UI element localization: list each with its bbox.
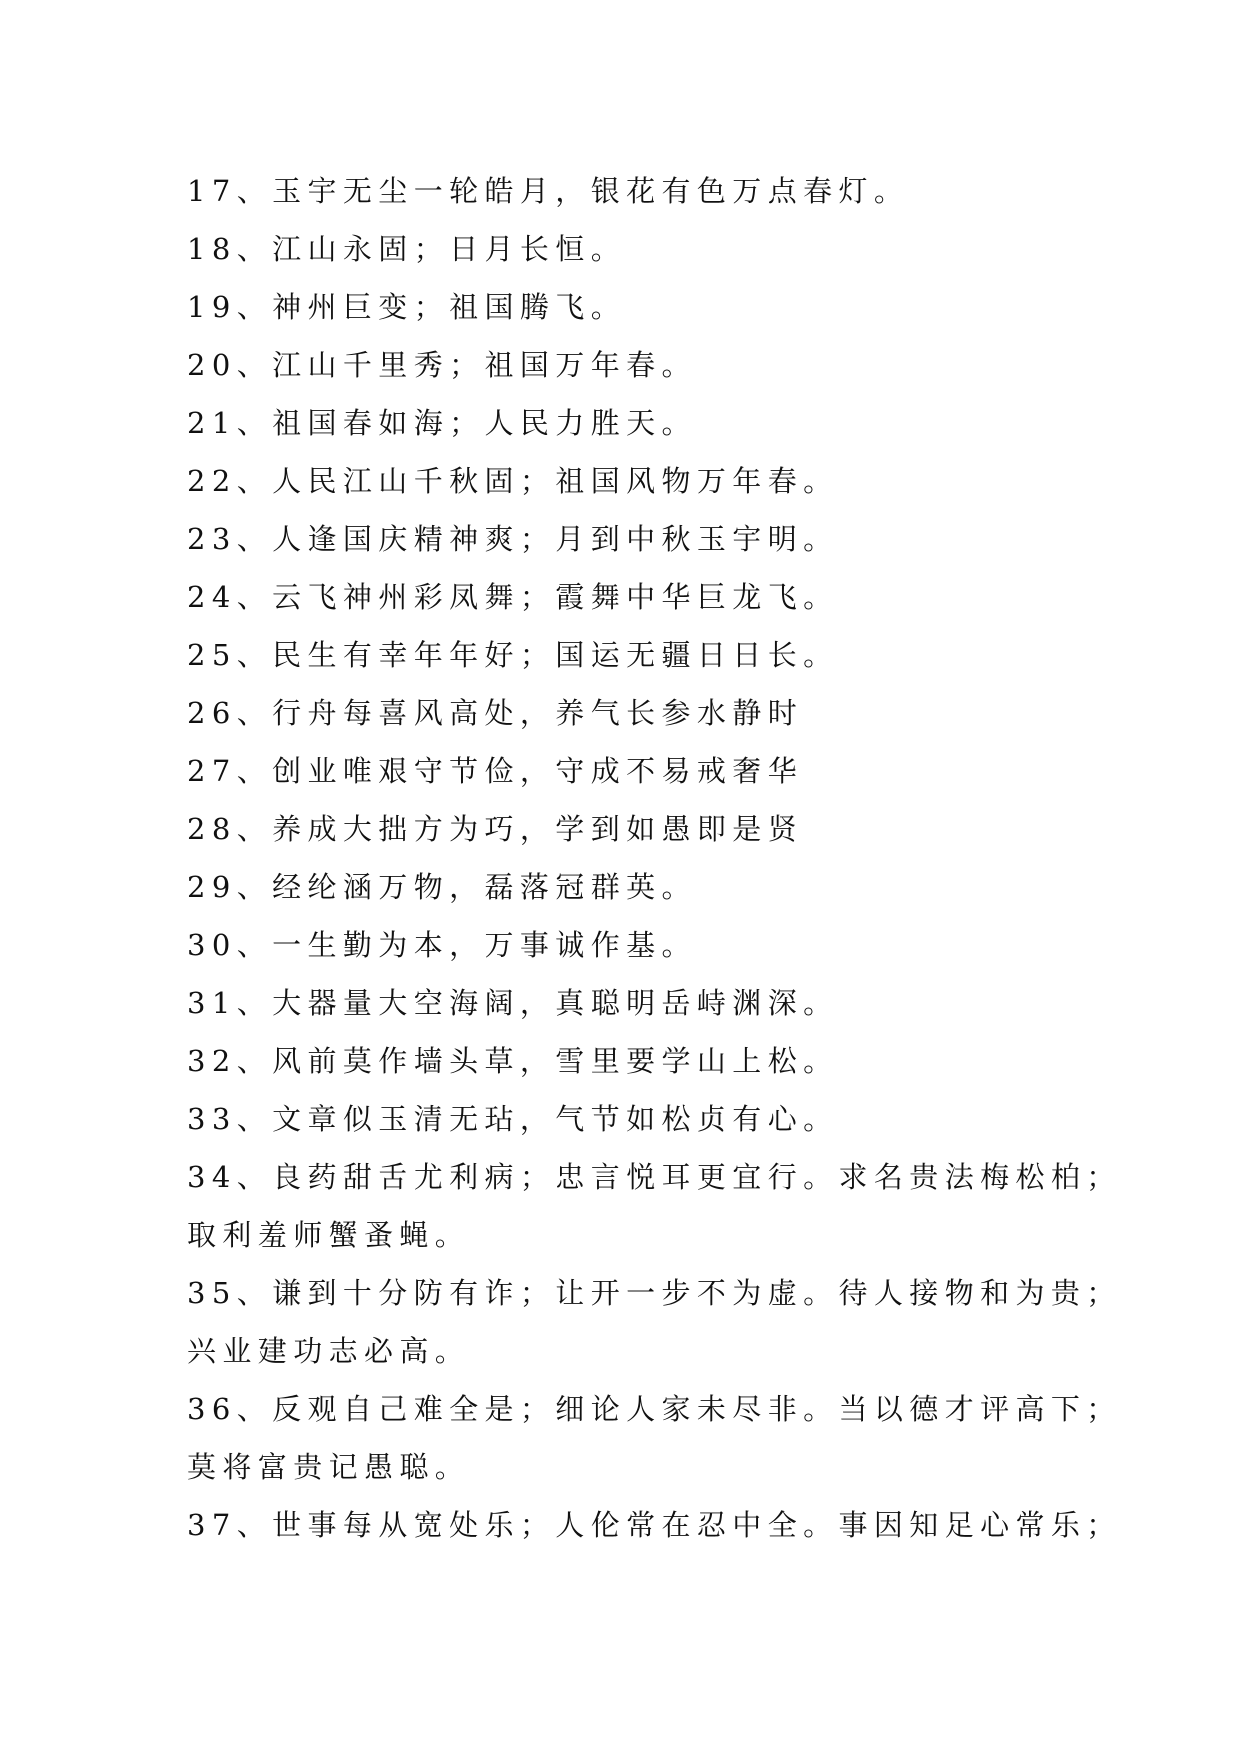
text-line: 23、人逢国庆精神爽；月到中秋玉宇明。 <box>187 522 839 556</box>
text-line: 莫将富贵记愚聪。 <box>187 1450 471 1484</box>
document-body <box>187 162 1122 1554</box>
text-line: 21、祖国春如海；人民力胜天。 <box>187 406 697 440</box>
text-line: 33、文章似玉清无玷，气节如松贞有心。 <box>187 1102 839 1136</box>
text-line: 17、玉宇无尘一轮皓月，银花有色万点春灯。 <box>187 174 910 208</box>
text-line: 32、风前莫作墙头草，雪里要学山上松。 <box>187 1044 839 1078</box>
text-line: 18、江山永固；日月长恒。 <box>187 232 627 266</box>
text-line: 36、反观自己难全是；细论人家未尽非。当以德才评高下； <box>187 1392 1122 1426</box>
text-line: 37、世事每从宽处乐；人伦常在忍中全。事因知足心常乐； <box>187 1508 1122 1542</box>
text-line: 20、江山千里秀；祖国万年春。 <box>187 348 697 382</box>
text-line: 兴业建功志必高。 <box>187 1334 471 1368</box>
text-line: 31、大器量大空海阔，真聪明岳峙渊深。 <box>187 986 839 1020</box>
text-line: 26、行舟每喜风高处，养气长参水静时 <box>187 696 804 730</box>
text-line: 24、云飞神州彩凤舞；霞舞中华巨龙飞。 <box>187 580 839 614</box>
text-line: 34、良药甜舌尤利病；忠言悦耳更宜行。求名贵法梅松柏； <box>187 1160 1122 1194</box>
text-line: 19、神州巨变；祖国腾飞。 <box>187 290 627 324</box>
text-line: 22、人民江山千秋固；祖国风物万年春。 <box>187 464 839 498</box>
text-line: 30、一生勤为本，万事诚作基。 <box>187 928 697 962</box>
text-line: 28、养成大拙方为巧，学到如愚即是贤 <box>187 812 804 846</box>
text-line: 取利羞师蟹蚤蝇。 <box>187 1218 471 1252</box>
text-line: 25、民生有幸年年好；国运无疆日日长。 <box>187 638 839 672</box>
text-line: 27、创业唯艰守节俭，守成不易戒奢华 <box>187 754 804 788</box>
text-line: 29、经纶涵万物，磊落冠群英。 <box>187 870 697 904</box>
text-line: 35、谦到十分防有诈；让开一步不为虚。待人接物和为贵； <box>187 1276 1122 1310</box>
